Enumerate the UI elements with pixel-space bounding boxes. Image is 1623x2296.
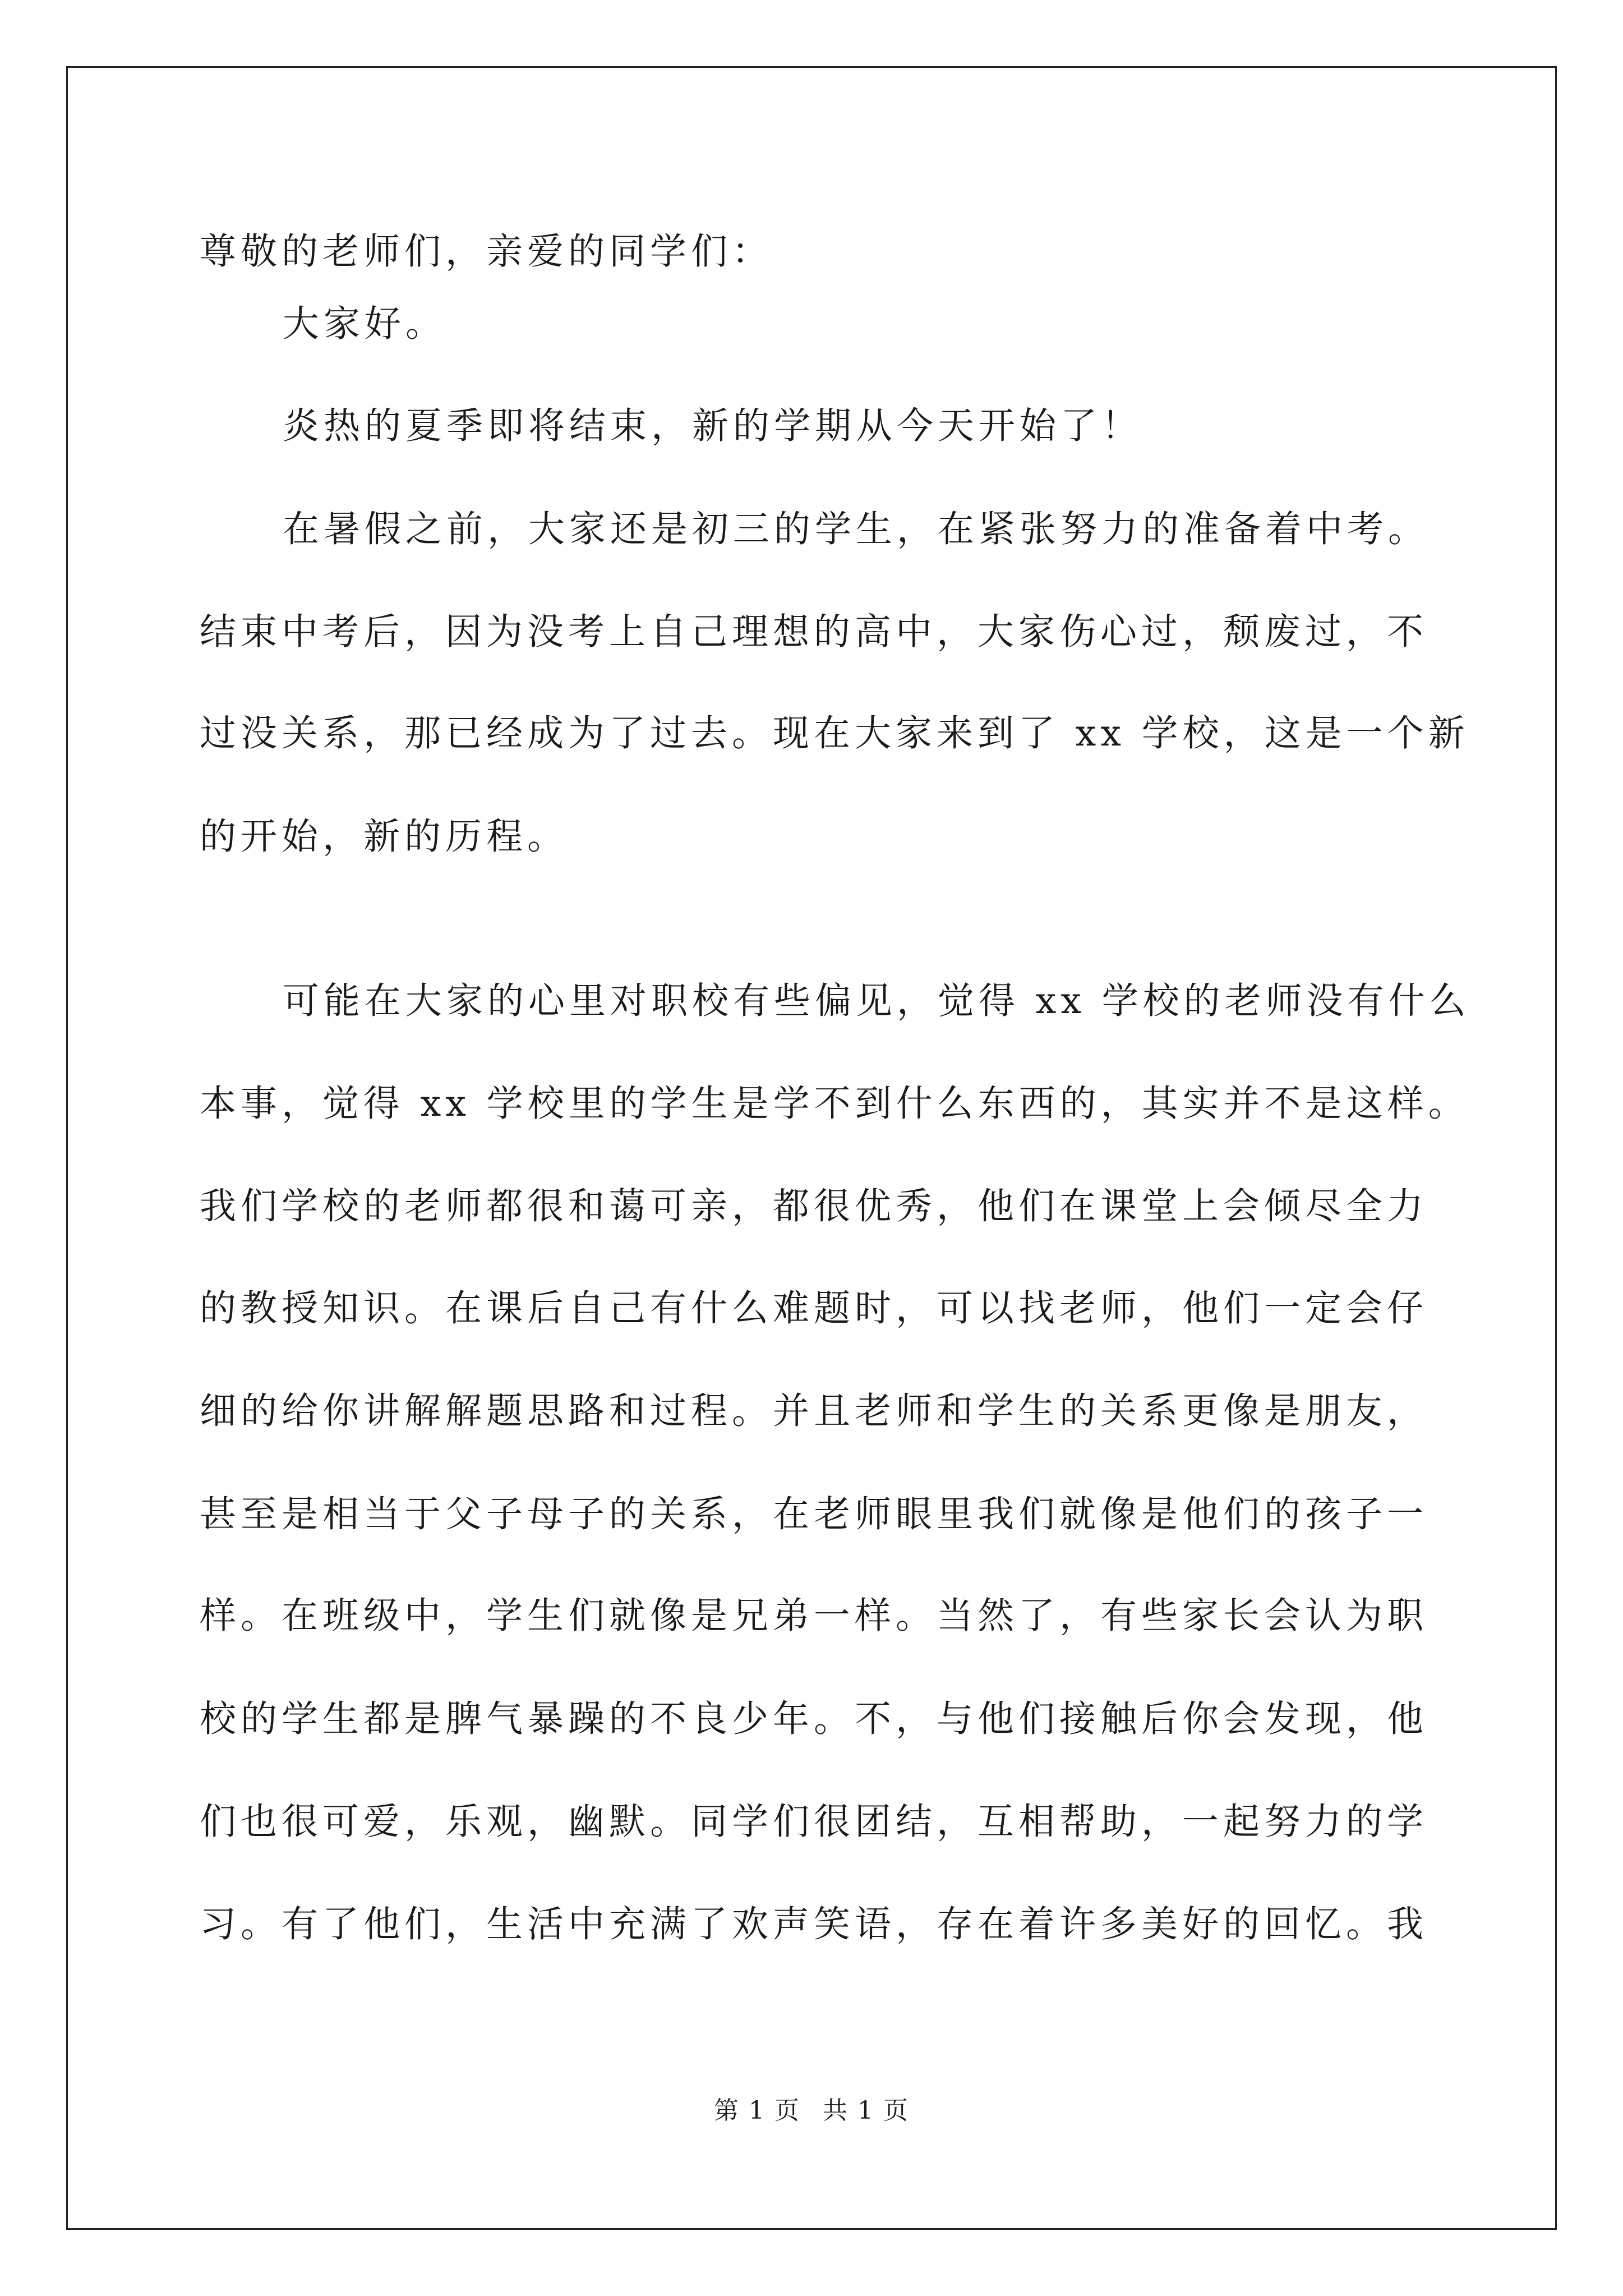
page-total: 共 1 页	[823, 2096, 909, 2125]
paragraph-line: 甚至是相当于父子母子的关系，在老师眼里我们就像是他们的孩子一	[200, 1493, 1428, 1535]
greeting-line: 大家好。	[283, 303, 447, 345]
page-number: 第 1 页	[714, 2096, 800, 2125]
page-footer	[0, 2095, 1623, 2127]
paragraph-line: 校的学生都是脾气暴躁的不良少年。不，与他们接触后你会发现，他	[200, 1698, 1428, 1740]
paragraph-line: 结束中考后，因为没考上自己理想的高中，大家伤心过，颓废过，不	[200, 611, 1428, 653]
paragraph-line: 的教授知识。在课后自己有什么难题时，可以找老师，他们一定会仔	[200, 1287, 1428, 1329]
paragraph-line: 我们学校的老师都很和蔼可亲，都很优秀，他们在课堂上会倾尽全力	[200, 1185, 1428, 1227]
paragraph-line: 习。有了他们，生活中充满了欢声笑语，存在着许多美好的回忆。我	[200, 1903, 1428, 1945]
paragraph-line: 在暑假之前，大家还是初三的学生，在紧张努力的准备着中考。	[283, 508, 1430, 550]
paragraph-line: 本事，觉得 xx 学校里的学生是学不到什么东西的，其实并不是这样。	[200, 1083, 1469, 1125]
paragraph-line: 的开始，新的历程。	[200, 816, 569, 858]
paragraph-line: 炎热的夏季即将结束，新的学期从今天开始了！	[283, 405, 1143, 447]
paragraph-line: 样。在班级中，学生们就像是兄弟一样。当然了，有些家长会认为职	[200, 1595, 1428, 1637]
paragraph-line: 细的给你讲解解题思路和过程。并且老师和学生的关系更像是朋友，	[200, 1390, 1428, 1432]
salutation-line: 尊敬的老师们，亲爱的同学们：	[200, 231, 773, 273]
paragraph-line: 过没关系，那已经成为了过去。现在大家来到了 xx 学校，这是一个新	[200, 712, 1469, 754]
paragraph-line: 们也很可爱，乐观，幽默。同学们很团结，互相帮助，一起努力的学	[200, 1801, 1428, 1843]
paragraph-line: 可能在大家的心里对职校有些偏见，觉得 xx 学校的老师没有什么	[283, 980, 1470, 1022]
